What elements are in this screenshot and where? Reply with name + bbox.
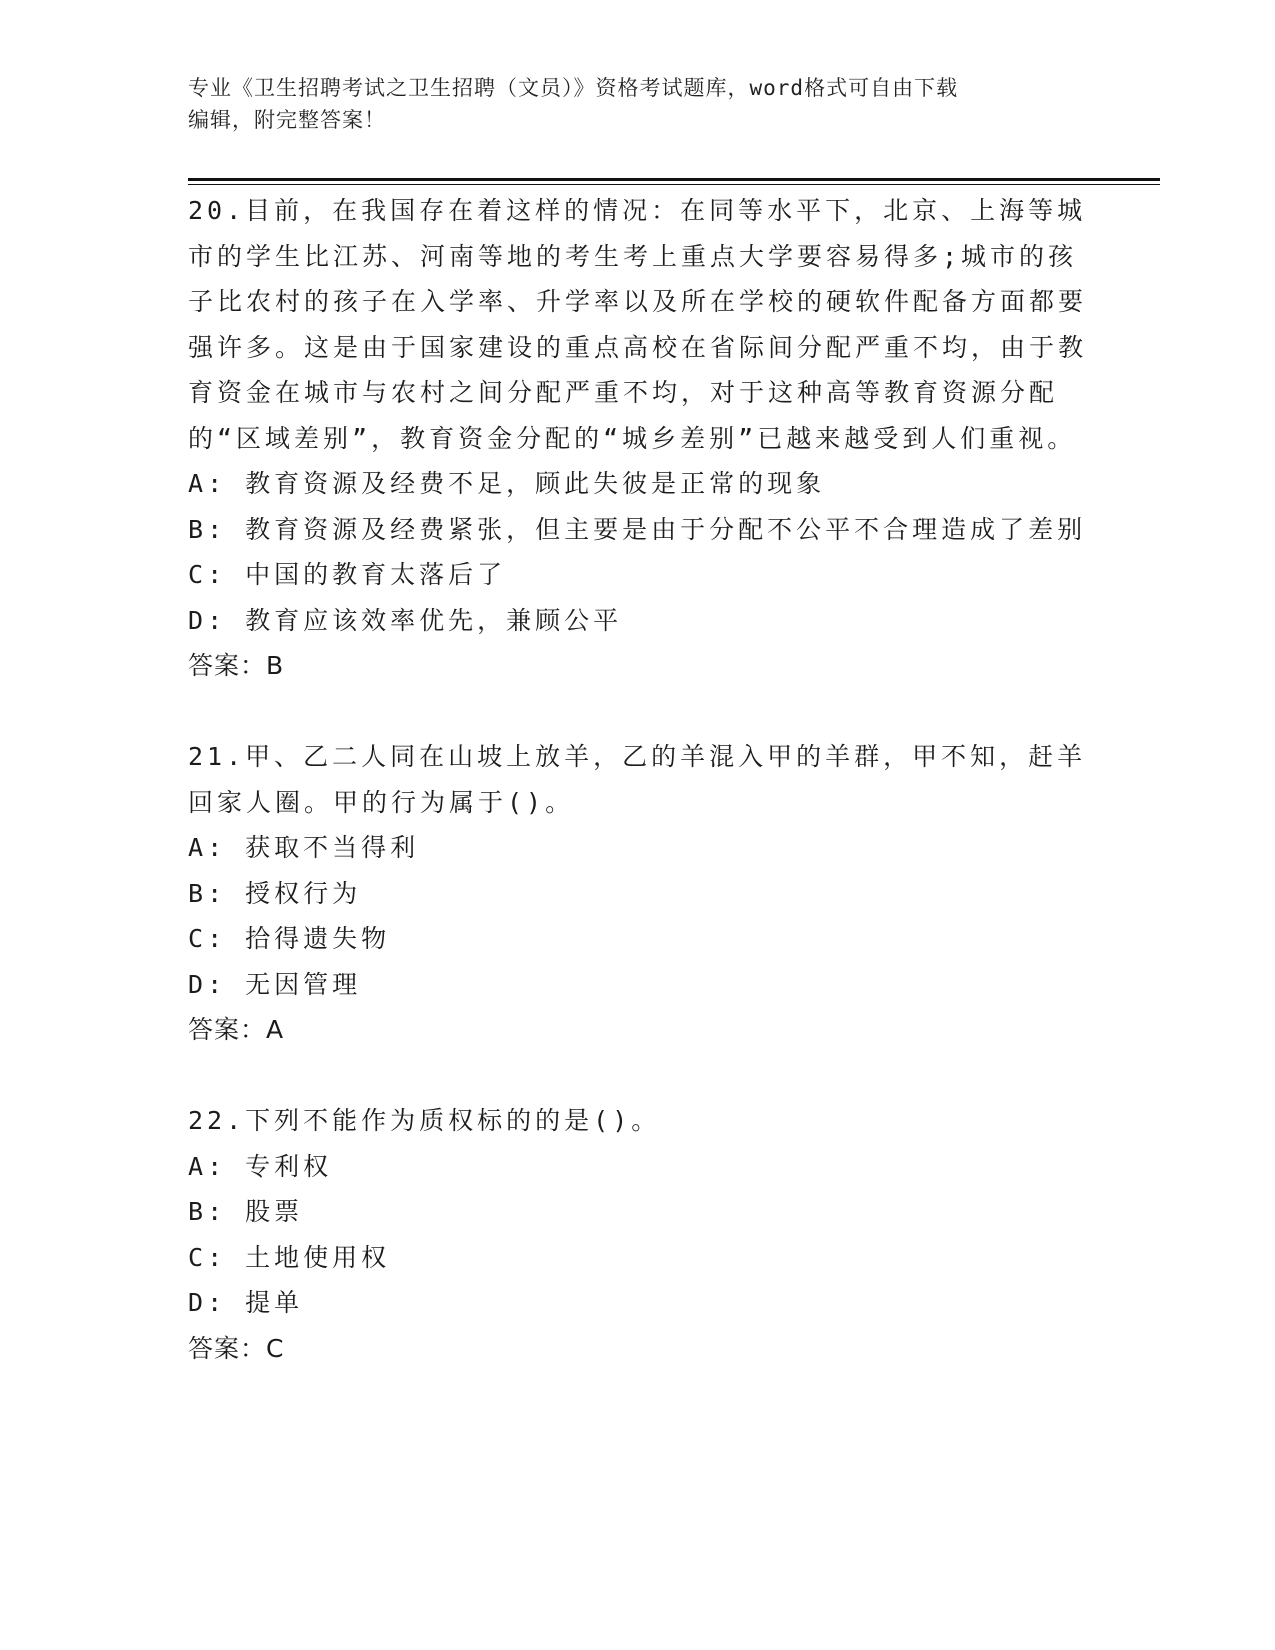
- option-text: 获取不当得利: [245, 833, 420, 862]
- question-text: [188, 1098, 1088, 1144]
- answer-line: [188, 1007, 1088, 1053]
- option-text: 无因管理: [245, 969, 362, 999]
- answer-label: 答案：: [188, 1333, 267, 1363]
- option-key: C: [188, 924, 208, 953]
- option-key: A: [188, 469, 208, 498]
- question-number: 20.: [188, 196, 246, 225]
- option-key: A: [188, 1151, 208, 1181]
- option-key: C: [188, 1242, 208, 1272]
- option-key: C: [188, 560, 208, 589]
- question-body: 甲、乙二人同在山坡上放羊，乙的羊混入甲的羊群，甲不知，赶羊回家人圈。甲的行为属于()。: [188, 742, 1087, 817]
- question-body: 下列不能作为质权标的的是()。: [245, 1106, 661, 1135]
- option-text: 拾得遗失物: [245, 924, 391, 953]
- answer-line: [188, 643, 1088, 689]
- option-text: 专利权: [245, 1151, 333, 1181]
- question-text: [188, 188, 1088, 461]
- option-key: D: [188, 605, 208, 635]
- option-d: D: 无因管理: [188, 969, 362, 999]
- option-text: 提单: [245, 1288, 304, 1317]
- option-a: A: 获取不当得利: [188, 833, 420, 862]
- option-key: B: [188, 878, 208, 908]
- question-text: [188, 734, 1088, 825]
- header-line-2: 编辑，附完整答案！: [188, 108, 386, 132]
- question-number: 22.: [188, 1106, 246, 1135]
- option-text: 中国的教育太落后了: [245, 560, 507, 589]
- answer-value: B: [266, 651, 285, 680]
- header-divider-thick: [188, 178, 1160, 181]
- option-text: 土地使用权: [245, 1242, 391, 1272]
- option-text: 股票: [245, 1197, 304, 1226]
- option-text: 授权行为: [245, 878, 362, 908]
- option-key: B: [188, 514, 208, 544]
- option-c: C: 中国的教育太落后了: [188, 560, 507, 589]
- option-a: A: 专利权: [188, 1151, 333, 1181]
- answer-label: 答案：: [188, 1015, 267, 1044]
- option-key: D: [188, 969, 208, 999]
- option-a: A: 教育资源及经费不足，顾此失彼是正常的现象: [188, 469, 826, 498]
- question-22: [188, 1098, 1088, 1371]
- question-21: [188, 734, 1088, 1053]
- document-header: [188, 72, 1088, 136]
- option-b: B: 股票: [188, 1197, 304, 1226]
- option-key: D: [188, 1288, 208, 1317]
- option-text: 教育资源及经费紧张，但主要是由于分配不公平不合理造成了差别: [245, 514, 1087, 544]
- header-divider-thin: [188, 184, 1160, 185]
- answer-value: A: [266, 1015, 285, 1044]
- question-number: 21.: [188, 742, 246, 771]
- option-text: 教育应该效率优先，兼顾公平: [245, 605, 623, 635]
- option-b: B: 教育资源及经费紧张，但主要是由于分配不公平不合理造成了差别: [188, 514, 1087, 544]
- answer-label: 答案：: [188, 651, 267, 680]
- option-key: B: [188, 1197, 208, 1226]
- question-list: [188, 188, 1088, 1371]
- option-c: C: 拾得遗失物: [188, 924, 391, 953]
- question-20: [188, 188, 1088, 689]
- option-d: D: 教育应该效率优先，兼顾公平: [188, 605, 623, 635]
- answer-value: C: [266, 1333, 285, 1363]
- answer-line: [188, 1326, 1088, 1372]
- option-text: 教育资源及经费不足，顾此失彼是正常的现象: [245, 469, 826, 498]
- header-line-1: 专业《卫生招聘考试之卫生招聘（文员）》资格考试题库，word格式可自由下载: [188, 76, 959, 100]
- option-d: D: 提单: [188, 1288, 304, 1317]
- question-body: 目前，在我国存在着这样的情况：在同等水平下，北京、上海等城市的学生比江苏、河南等地的考生考上重点大学要容易得多;城市的孩子比农村的孩子在入学率、升学率以及所在学校的硬软件配备方面都要强许多。这是由于国家建设的重点高校在省际间分配严重不均，由于教育资金在城市与农村之间分配严重不均，对于这种高等教育资源分配的“区域差别”，教育资金分配的“城乡差别”已越来越受到人们重视。: [188, 196, 1088, 453]
- option-b: B: 授权行为: [188, 878, 362, 908]
- option-c: C: 土地使用权: [188, 1242, 391, 1272]
- option-key: A: [188, 833, 208, 862]
